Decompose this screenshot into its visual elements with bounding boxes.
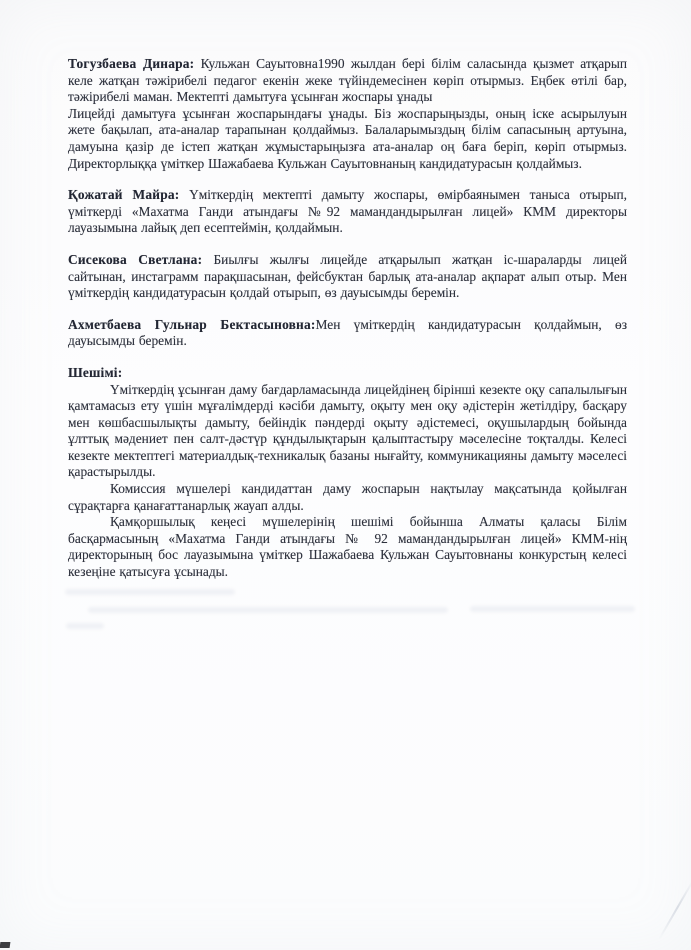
bleed-through-mark — [66, 623, 104, 629]
bleed-through-mark — [88, 607, 448, 613]
decision-paragraph: Қамқоршылық кеңесі мүшелерінің шешімі бойынша Алматы қаласы Білім басқармасының «Махатма Ганди атындағы № 92 мамандандырылған лицей» КММ-нің директорының бос лауазымына үміткер Шажабаева Кульжан Сауытовнаны конкурстың келесі кезеңіне қатысуға ұсынады. — [68, 514, 627, 580]
speech-text: Мен үміткердің кандидатурасын қолдаймын, өз дауысымды беремін. — [68, 316, 627, 349]
speaker-name: Сисекова Светлана: — [68, 251, 203, 267]
document-body — [68, 56, 627, 581]
scan-corner-artifact — [0, 942, 10, 948]
bleed-through-mark — [65, 589, 235, 595]
speech-text: Кульжан Сауытовна1990 жылдан бері білім саласында қызмет атқарып келе жатқан тәжірибелі педагог екенін жеке түйіндемесінен көріп отырмыз. Еңбек өтілі бар, тәжірибелі маман. Мектепті дамытуға ұсынған жоспары ұнады — [68, 56, 627, 105]
decision-paragraph: Үміткердің ұсынған даму бағдарламасында лицейдінең бірінші кезекте оқу сапалылығын қамтамасыз ету үшін мұғалімдерді кәсіби дамыту, оқыту мен оқу әдістерін жетілдіру, басқару мен көшбасшылықты дамыту, бейіндік пәндерді оқыту әдістемесі, оқушылардың бойында ұлттық мәдениет пен салт-дәстүр құндылықтарын қалыптастыру мәселесіне тоқталды. Келесі кезекте мектептегі материалдық-техникалық базаны нығайту, коммуникацияны дамыту мәселесі қарастырылды. — [68, 381, 627, 480]
speaker-name: Тогузбаева Динара: — [68, 56, 195, 71]
speech-text-continued: Лицейді дамытуға ұсынған жоспарындағы ұнады. Біз жоспарыңызды, оның іске асырылуын жете бақылап, ата-аналар тарапынан қолдаймыз. Балаларымыздың білім сапасының артуына, дамуына қазір де істеп жатқан жұмыстарыңызға ата-аналар оң баға беріп, көріп отырмыз. Директорлыққа үміткер Шажабаева Кульжан Сауытовнаның кандидатурасын қолдаймыз. — [68, 105, 627, 171]
speech-toguzbaeva — [68, 56, 627, 172]
paper-crease-line — [658, 880, 691, 940]
speech-akhmetbaeva — [68, 317, 627, 350]
speech-kozhatai — [68, 187, 627, 237]
speaker-name: Қожатай Майра: — [68, 187, 180, 203]
speech-text: Үміткердің мектепті дамыту жоспары, өмірбаянымен таныса отырып, үміткерді «Махатма Ганди атындағы №92 мамандандырылған лицей» КММ директоры лауазымына лайық деп есептеймін, қолдаймын. — [68, 187, 627, 236]
speaker-name: Ахметбаева Гульнар Бектасыновна: — [68, 316, 316, 332]
decision-paragraph: Комиссия мүшелері кандидаттан даму жоспарын нақтылау мақсатында қойылған сұрақтарға қанағаттанарлық жауап алды. — [68, 481, 627, 513]
speech-text: Биылғы жылғы лицейде атқарылып жатқан іс-шараларды лицей сайтынан, инстаграмм парақшасынан, фейсбуктан барлық ата-аналар ақпарат алып отыр. Мен үміткердің кандидатурасын қолдай отырып, өз дауысымды беремін. — [68, 251, 627, 301]
bleed-through-mark — [470, 606, 635, 612]
decision-heading — [68, 365, 627, 382]
speech-sisekova — [68, 252, 627, 302]
decision-heading-label: Шешімі: — [68, 364, 123, 380]
